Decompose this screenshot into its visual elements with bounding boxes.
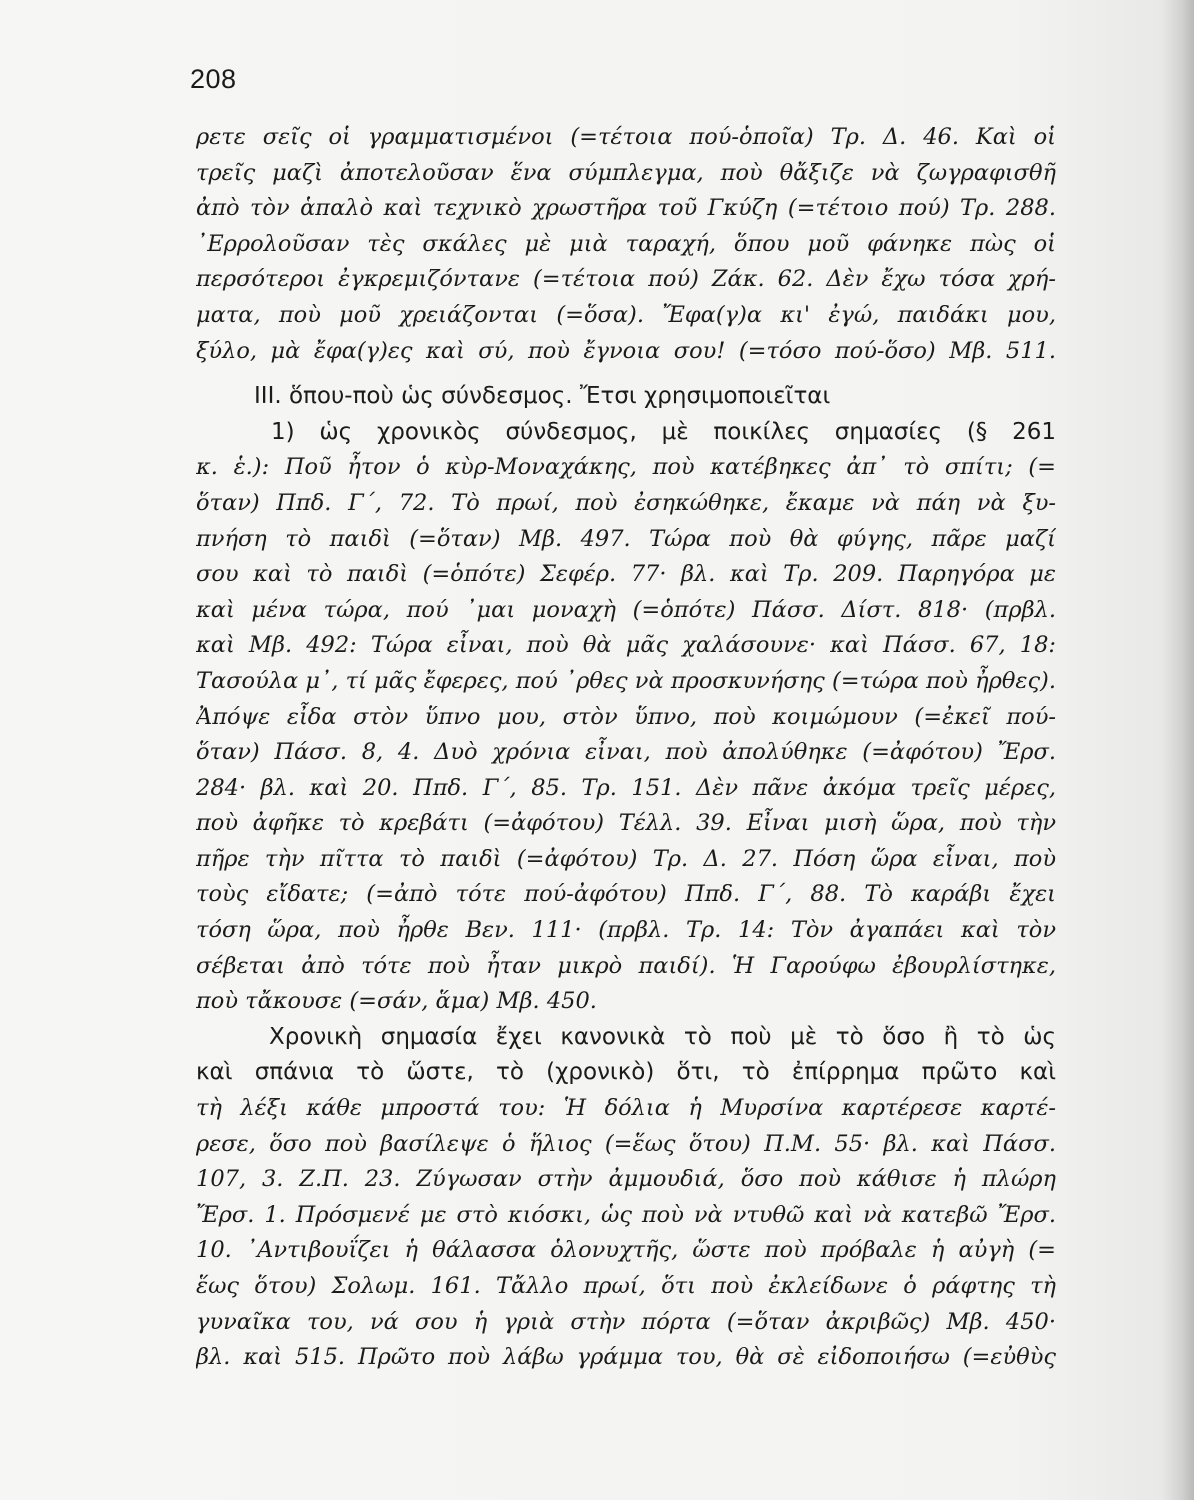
text-line: ματα, ποὺ μοῦ χρειάζονται (=ὅσα). Ἔφα(γ)α κι' ἐγώ, παιδάκι μου, [196, 301, 1056, 328]
text-line: ᾿Ερρολοῦσαν τὲς σκάλες μὲ μιὰ ταραχή, ὅπου μοῦ φάνηκε πὼς οἱ [196, 230, 1056, 257]
page-number: 208 [190, 64, 237, 94]
section-gap [196, 369, 1056, 379]
text-line: σου καὶ τὸ παιδὶ (=ὁπότε) Σεφέρ. 77· βλ. καὶ Τρ. 209. Παρηγόρα με [196, 561, 1056, 588]
section-heading: ΙΙΙ. ὅπου-ποὺ ὡς σύνδεσμος. Ἔτσι χρησιμοποιεῖται [254, 383, 831, 410]
paragraph-lead-line: καὶ σπάνια τὸ ὥστε, τὸ (χρονικὸ) ὅτι, τὸ ἐπίρρημα πρῶτο καὶ [196, 1059, 1056, 1086]
text-line: τοὺς εἴδατε; (=ἀπὸ τότε πού-ἀφότου) Ππδ. Γ΄, 88. Τὸ καράβι ἔχει [196, 881, 1056, 908]
subsection-heading: 1) ὡς χρονικὸς σύνδεσμος, μὲ ποικίλες σημασίες (§ 261 [271, 418, 1056, 445]
text-line: Τασούλα μ᾿, τί μᾶς ἔφερες, πού ᾿ρθες νὰ προσκυνήσης (=τώρα ποὺ ἦρθες). [196, 667, 1056, 694]
text-line: καὶ μένα τώρα, πού ᾿μαι μοναχὴ (=ὁπότε) Πάσσ. Δίστ. 818· (πρβλ. [196, 596, 1056, 623]
text-line: ξύλο, μὰ ἔφα(γ)ες καὶ σύ, ποὺ ἔγνοια σου! (=τόσο πού-ὅσο) Μβ. 511. [196, 337, 1056, 364]
text-line: ποὺ ἀφῆκε τὸ κρεβάτι (=ἀφότου) Τέλλ. 39. Εἶναι μισὴ ὥρα, ποὺ τὴν [196, 810, 1056, 837]
text-line: τὴ λέξι κάθε μπροστά του: Ἡ δόλια ἡ Μυρσίνα καρτέρεσε καρτέ- [196, 1095, 1056, 1122]
text-line: γυναῖκα του, νά σου ἡ γριὰ στὴν πόρτα (=ὅταν ἀκριβῶς) Μβ. 450· [196, 1308, 1056, 1335]
text-line: 10. ᾿Αντιβουΐζει ἡ θάλασσα ὁλονυχτῆς, ὥστε ποὺ πρόβαλε ἡ αὐγὴ (= [196, 1237, 1056, 1264]
text-line: ἕως ὅτου) Σολωμ. 161. Τἄλλο πρωί, ὅτι ποὺ ἐκλείδωνε ὁ ράφτης τὴ [196, 1273, 1056, 1299]
text-line: 284· βλ. καὶ 20. Ππδ. Γ΄, 85. Τρ. 151. Δὲν πᾶνε ἀκόμα τρεῖς μέρες, [196, 774, 1056, 801]
text-line: τόση ὥρα, ποὺ ἦρθε Βεν. 111· (πρβλ. Τρ. 14: Τὸν ἀγαπάει καὶ τὸν [196, 917, 1056, 944]
text-line: κ. ἑ.): Ποῦ ἦτον ὁ κὺρ-Μοναχάκης, ποὺ κατέβηκες ἀπ᾿ τὸ σπίτι; (= [196, 454, 1056, 481]
text-line: βλ. καὶ 515. Πρῶτο ποὺ λάβω γράμμα του, θὰ σὲ εἰδοποιήσω (=εὐθὺς [196, 1344, 1056, 1371]
text-line: ποὺ τἄκουσε (=σάν, ἅμα) Μβ. 450. [196, 988, 597, 1015]
text-line: Ἔρσ. 1. Πρόσμενέ με στὸ κιόσκι, ὡς ποὺ νὰ ντυθῶ καὶ νὰ κατεβῶ Ἔρσ. [196, 1201, 1056, 1228]
text-line: πνήση τὸ παιδὶ (=ὅταν) Μβ. 497. Τώρα ποὺ θὰ φύγης, πᾶρε μαζί [196, 525, 1056, 552]
body-text [196, 120, 1056, 1376]
page-edge-shadow [1164, 0, 1194, 1500]
text-line: πῆρε τὴν πῖττα τὸ παιδὶ (=ἀφότου) Τρ. Δ. 27. Πόση ὥρα εἶναι, ποὺ [196, 845, 1056, 872]
text-line: τρεῖς μαζὶ ἀποτελοῦσαν ἕνα σύμπλεγμα, ποὺ θἄξιζε νὰ ζωγραφισθῆ [196, 159, 1056, 186]
text-line: σέβεται ἀπὸ τότε ποὺ ἦταν μικρὸ παιδί). Ἡ Γαρούφω ἐβουρλίστηκε, [196, 952, 1056, 979]
text-line: περσότεροι ἐγκρεμιζόντανε (=τέτοια πού) Ζάκ. 62. Δὲν ἔχω τόσα χρή- [196, 266, 1056, 293]
text-line: καὶ Μβ. 492: Τώρα εἶναι, ποὺ θὰ μᾶς χαλάσουνε· καὶ Πάσσ. 67, 18: [196, 632, 1056, 659]
text-line: 107, 3. Ζ.Π. 23. Ζύγωσαν στὴν ἀμμουδιά, ὅσο ποὺ κάθισε ἡ πλώρη [196, 1166, 1056, 1193]
text-line: ρεσε, ὅσο ποὺ βασίλεψε ὁ ἥλιος (=ἕως ὅτου) Π.Μ. 55· βλ. καὶ Πάσσ. [196, 1130, 1056, 1157]
paragraph-lead-line: Χρονικὴ σημασία ἔχει κανονικὰ τὸ ποὺ μὲ τὸ ὅσο ἢ τὸ ὡς [269, 1023, 1056, 1050]
text-line: ἀπὸ τὸν ἁπαλὸ καὶ τεχνικὸ χρωστῆρα τοῦ Γκύζη (=τέτοιο πού) Τρ. 288. [196, 195, 1056, 222]
text-line: ὅταν) Ππδ. Γ΄, 72. Τὸ πρωί, ποὺ ἐσηκώθηκε, ἔκαμε νὰ πάη νὰ ξυ- [196, 489, 1056, 516]
text-line: ρετε σεῖς οἱ γραμματισμένοι (=τέτοια πού-ὁποῖα) Τρ. Δ. 46. Καὶ οἱ [196, 124, 1056, 150]
text-line: Ἀπόψε εἶδα στὸν ὕπνο μου, στὸν ὕπνο, ποὺ κοιμώμουν (=ἐκεῖ πού- [196, 703, 1056, 730]
text-line: ὅταν) Πάσσ. 8, 4. Δυὸ χρόνια εἶναι, ποὺ ἀπολύθηκε (=ἀφότου) Ἔρσ. [196, 739, 1056, 766]
